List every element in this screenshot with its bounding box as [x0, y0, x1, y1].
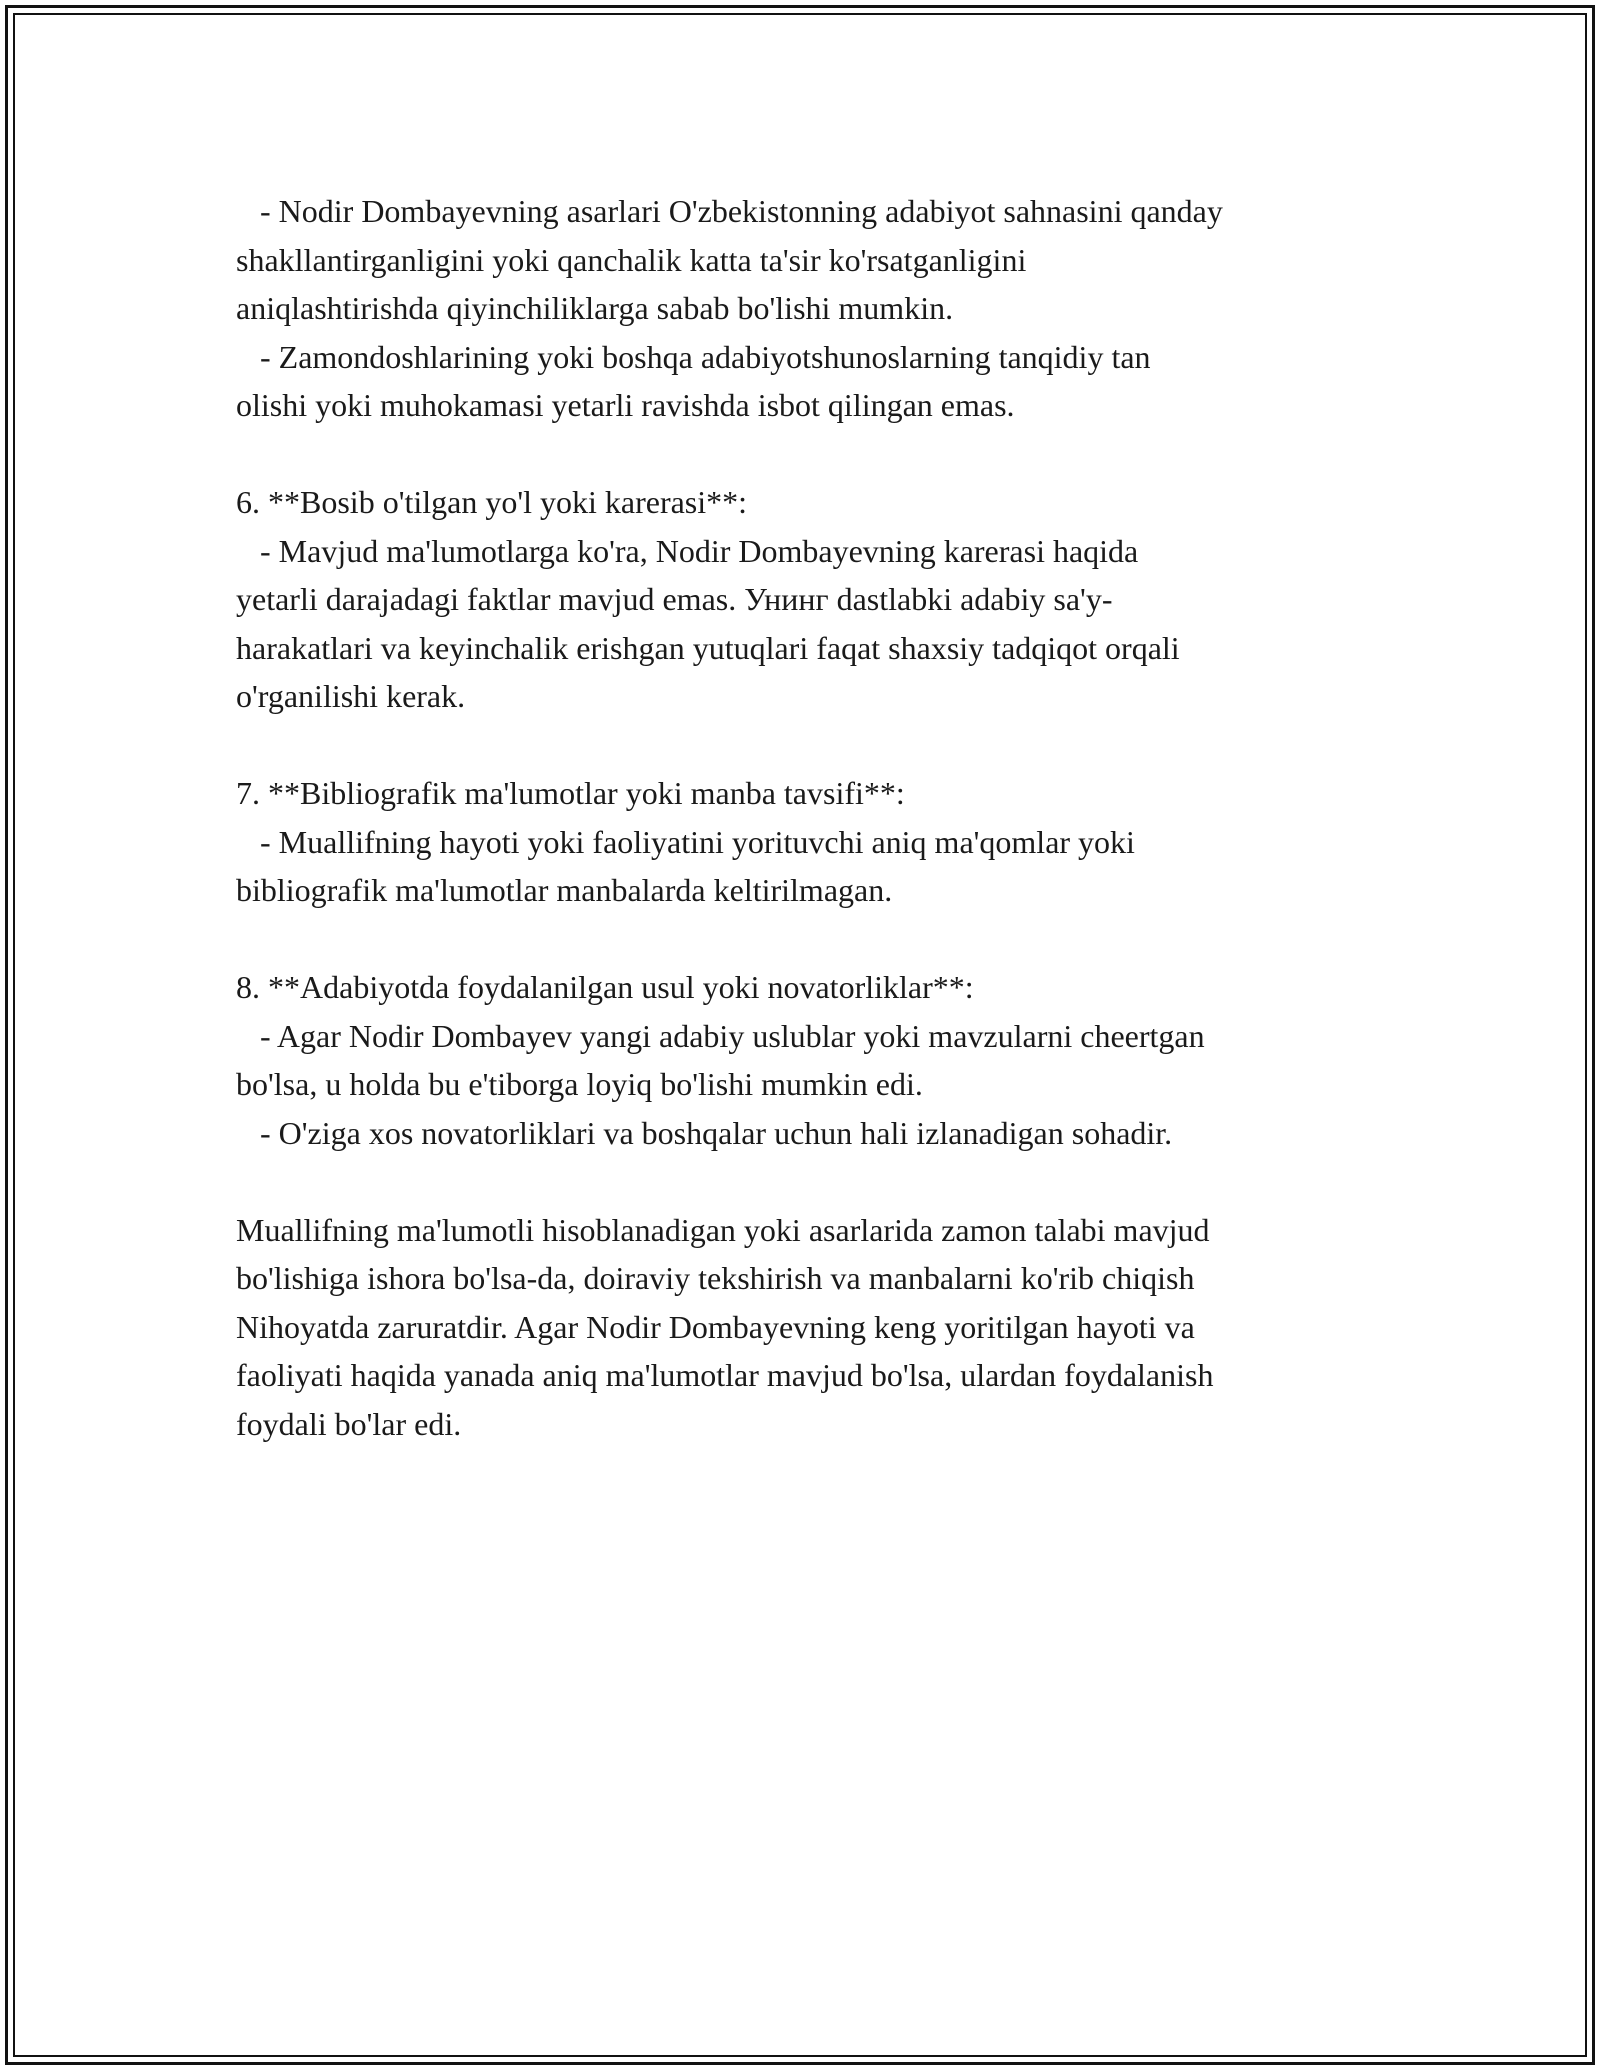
text-line: aniqlashtirishda qiyinchiliklarga sabab bo'lishi mumkin.: [236, 290, 954, 326]
text-line: - Muallifning hayoti yoki faoliyatini yorituvchi aniq ma'qomlar yoki: [236, 823, 1135, 860]
section-6: [236, 478, 1396, 721]
paragraph-gap: [236, 1157, 1396, 1206]
text-line: olishi yoki muhokamasi yetarli ravishda isbot qilingan emas.: [236, 387, 1015, 423]
section-8: [236, 963, 1396, 1157]
document-body: [236, 187, 1396, 1448]
text-line: - Agar Nodir Dombayev yangi adabiy uslublar yoki mavzularni cheertgan: [236, 1017, 1205, 1054]
text-line: foydali bo'lar edi.: [236, 1405, 462, 1442]
text-line: - Nodir Dombayevning asarlari O'zbekistonning adabiyot sahnasini qanday: [236, 193, 1223, 229]
section-heading: 8. **Adabiyotda foydalanilgan usul yoki novatorliklar**:: [236, 969, 974, 1005]
text-line: shakllantirganligini yoki qanchalik katta ta'sir ko'rsatganligini: [236, 241, 1027, 278]
conclusion-paragraph: [236, 1206, 1396, 1449]
text-line: harakatlari va keyinchalik erishgan yutuqlari faqat shaxsiy tadqiqot orqali: [236, 629, 1180, 666]
text-line: Muallifning ma'lumotli hisoblanadigan yoki asarlarida zamon talabi mavjud: [236, 1211, 1210, 1248]
text-line: bibliografik ma'lumotlar manbalarda keltirilmagan.: [236, 872, 893, 908]
text-line: - O'ziga xos novatorliklari va boshqalar uchun hali izlanadigan sohadir.: [236, 1114, 1173, 1151]
text-line: yetarli darajadagi faktlar mavjud emas. Унинг dastlabki adabiy sa'y-: [236, 581, 1113, 617]
text-line: o'rganilishi kerak.: [236, 678, 466, 714]
section-7: [236, 769, 1396, 915]
text-line: bo'lishiga ishora bo'lsa-da, doiraviy tekshirish va manbalarni ko'rib chiqish: [236, 1260, 1195, 1296]
paragraph-gap: [236, 915, 1396, 964]
paragraph: [236, 187, 1396, 430]
paragraph-gap: [236, 721, 1396, 770]
text-line: bo'lsa, u holda bu e'tiborga loyiq bo'lishi mumkin edi.: [236, 1066, 923, 1102]
section-heading: 6. **Bosib o'tilgan yo'l yoki karerasi**:: [236, 484, 748, 520]
text-line: Nihoyatda zaruratdir. Agar Nodir Dombayevning keng yoritilgan hayoti va: [236, 1308, 1195, 1345]
text-line: - Mavjud ma'lumotlarga ko'ra, Nodir Dombayevning karerasi haqida: [236, 532, 1139, 569]
section-heading: 7. **Bibliografik ma'lumotlar yoki manba tavsifi**:: [236, 775, 905, 811]
text-line: faoliyati haqida yanada aniq ma'lumotlar mavjud bo'lsa, ulardan foydalanish: [236, 1357, 1214, 1393]
paragraph-gap: [236, 430, 1396, 479]
text-line: - Zamondoshlarining yoki boshqa adabiyotshunoslarning tanqidiy tan: [236, 338, 1151, 375]
